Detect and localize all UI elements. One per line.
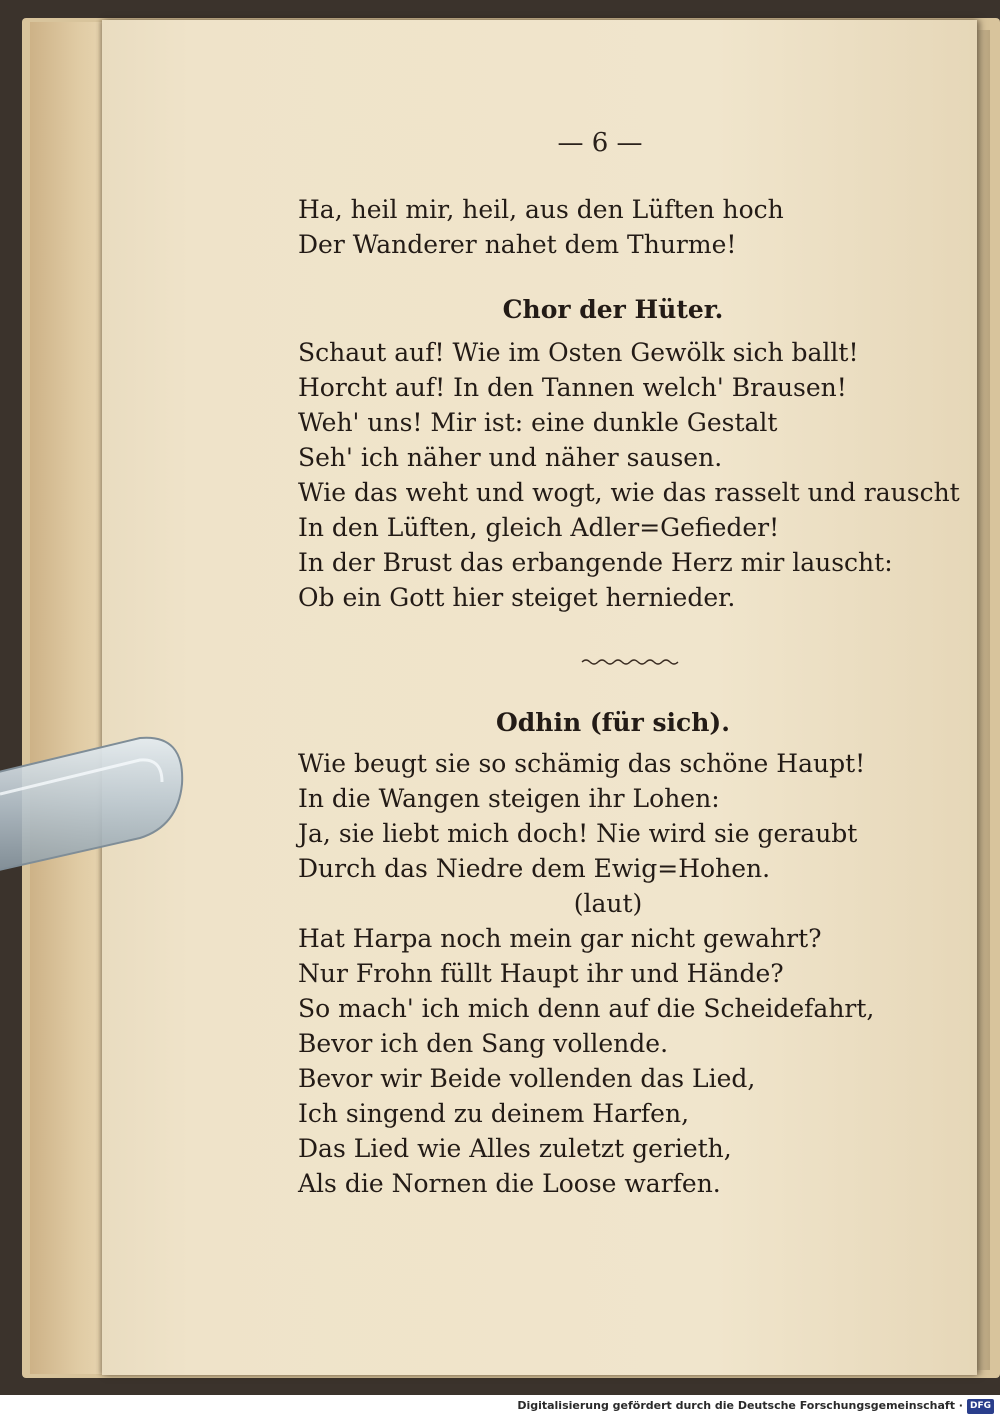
section-heading-odhin: Odhin (für sich). — [496, 708, 730, 737]
footer-credit: Digitalisierung gefördert durch die Deutsche Forschungsgemeinschaft · — [517, 1399, 963, 1412]
text-line: Seh' ich näher und näher sausen. — [298, 443, 723, 472]
text-line: Hat Harpa noch mein gar nicht gewahrt? — [298, 924, 822, 953]
text-line: So mach' ich mich denn auf die Scheidefahrt, — [298, 994, 875, 1023]
footer-bar — [0, 1395, 1000, 1417]
text-line: Ich singend zu deinem Harfen, — [298, 1099, 690, 1128]
stage-direction: (laut) — [573, 889, 643, 918]
text-line: Wie das weht und wogt, wie das rasselt und rauscht — [298, 478, 960, 507]
text-line: Bevor wir Beide vollenden das Lied, — [298, 1064, 756, 1093]
text-line: In die Wangen steigen ihr Lohen: — [298, 784, 720, 813]
text-line: Ja, sie liebt mich doch! Nie wird sie geraubt — [298, 819, 858, 848]
poem-text — [298, 192, 960, 1201]
text-line: Als die Nornen die Loose warfen. — [298, 1169, 721, 1198]
book-cover-edge — [30, 22, 110, 1374]
text-line: Weh' uns! Mir ist: eine dunkle Gestalt — [298, 408, 778, 437]
text-line: Das Lied wie Alles zuletzt gerieth, — [298, 1134, 732, 1163]
ornamental-divider-icon — [580, 656, 680, 668]
page-number: — 6 — — [557, 128, 643, 158]
section-heading-chor: Chor der Hüter. — [502, 295, 724, 324]
text-line: Ha, heil mir, heil, aus den Lüften hoch — [298, 195, 784, 224]
text-line: In den Lüften, gleich Adler=Gefieder! — [298, 513, 780, 542]
bookmark-clip-icon — [0, 734, 190, 874]
text-line: Nur Frohn füllt Haupt ihr und Hände? — [298, 959, 784, 988]
text-line: Der Wanderer nahet dem Thurme! — [298, 230, 737, 259]
text-line: Ob ein Gott hier steiget hernieder. — [298, 583, 736, 612]
text-line: Horcht auf! In den Tannen welch' Brausen! — [298, 373, 847, 402]
text-line: In der Brust das erbangende Herz mir lauscht: — [298, 548, 893, 577]
dfg-logo: DFG — [967, 1399, 994, 1414]
text-line: Wie beugt sie so schämig das schöne Haupt! — [298, 749, 866, 778]
text-line: Bevor ich den Sang vollende. — [298, 1029, 669, 1058]
text-line: Schaut auf! Wie im Osten Gewölk sich ballt! — [298, 338, 859, 367]
text-line: Durch das Niedre dem Ewig=Hohen. — [298, 854, 771, 883]
